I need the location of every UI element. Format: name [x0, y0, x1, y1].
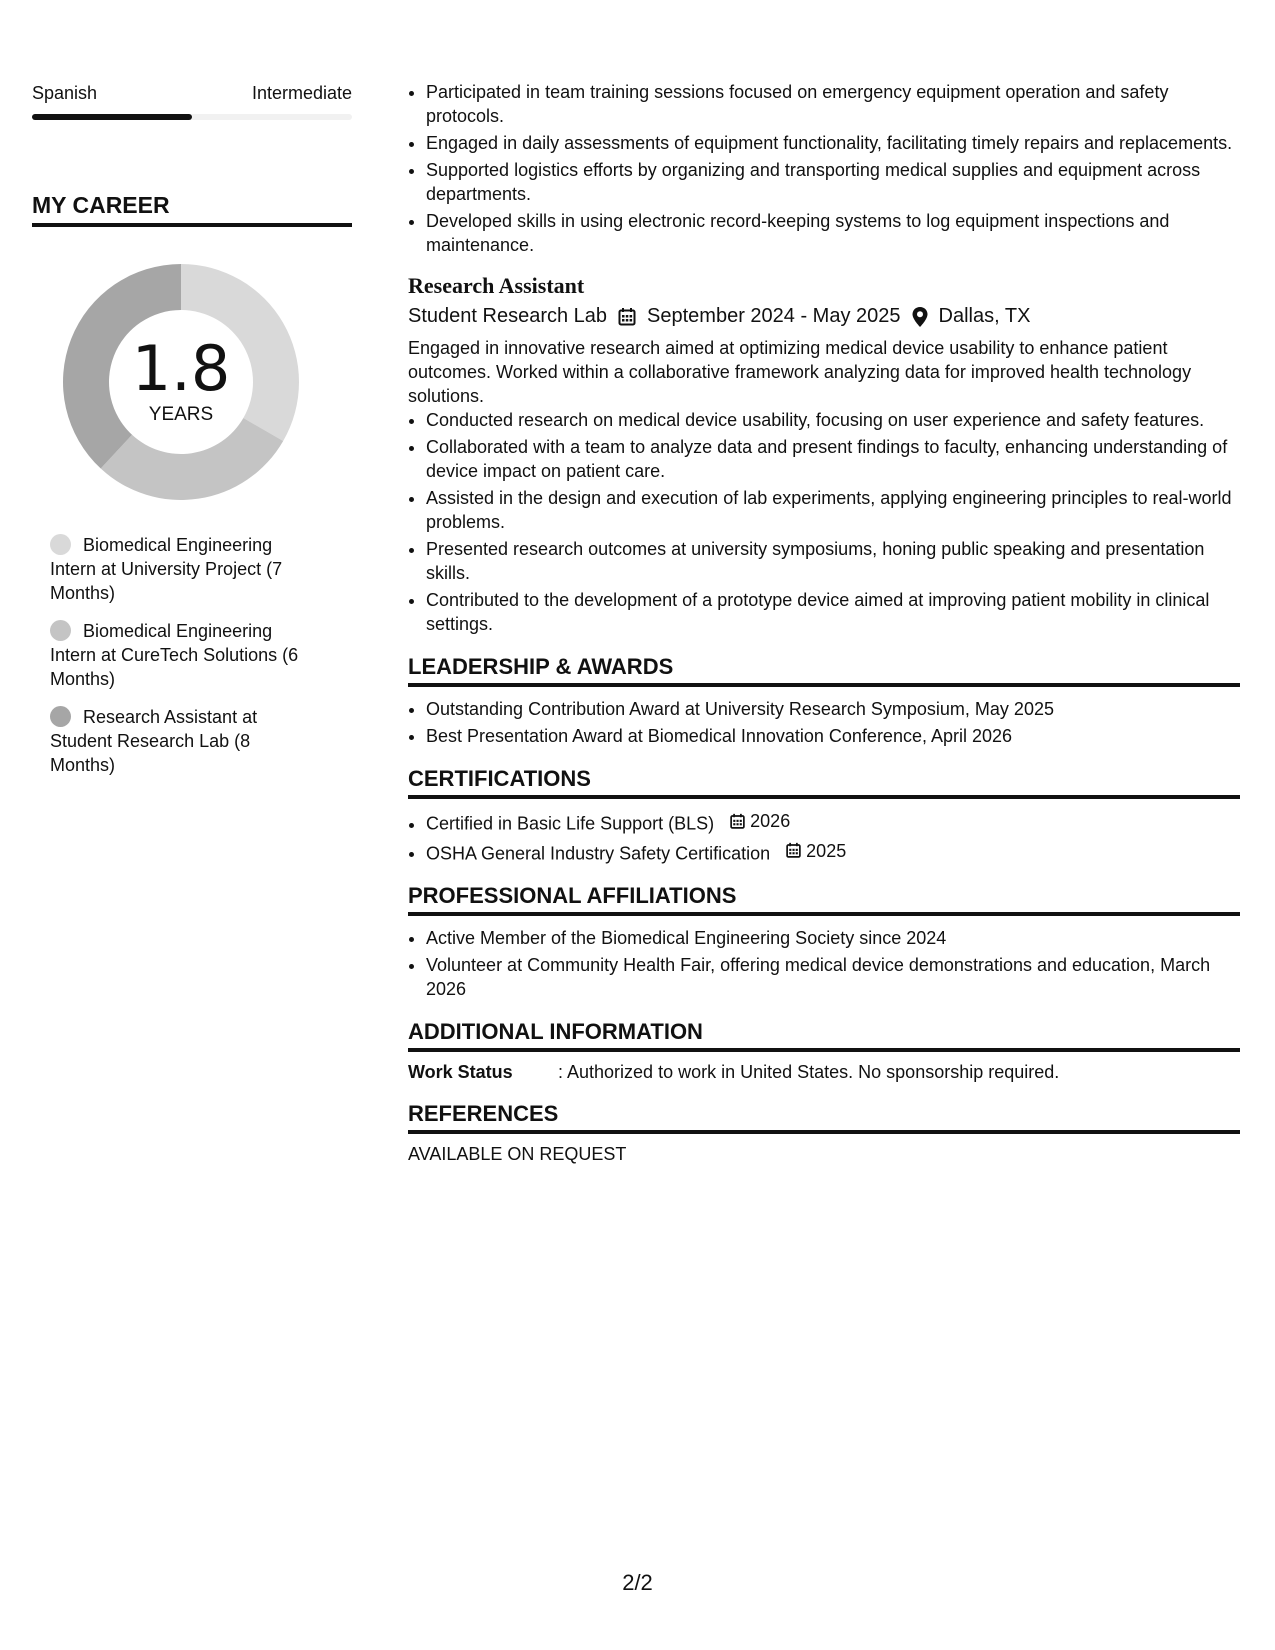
career-legend: [50, 533, 320, 777]
right-column: [408, 80, 1240, 1165]
work-status-label: Work Status: [408, 1062, 513, 1082]
list-item: • Engaged in daily assessments of equipment functionality, facilitating timely repairs and replacements.: [426, 131, 1240, 155]
language-name: Spanish: [32, 83, 98, 103]
calendar-icon: [785, 842, 802, 859]
list-item: • Conducted research on medical device usability, focusing on user experience and safety features.: [426, 408, 1240, 432]
legend-label: Research Assistant at Student Research Lab (8 Months): [50, 707, 258, 775]
job-dates: September 2024 - May 2025: [647, 305, 901, 327]
list-item: • Best Presentation Award at Biomedical Innovation Conference, April 2026: [426, 724, 1240, 748]
list-item: [426, 809, 1240, 836]
legend-item: [50, 705, 320, 777]
map-pin-icon: [911, 306, 929, 328]
legend-swatch: [50, 534, 71, 555]
work-status-row: [408, 1062, 1240, 1083]
legend-label: Biomedical Engineering Intern at CureTech Solutions (6 Months): [50, 621, 299, 689]
donut-center: [56, 257, 306, 507]
language-level: Intermediate: [251, 83, 352, 103]
cert-name: Certified in Basic Life Support (BLS): [426, 813, 715, 834]
certifications-title: CERTIFICATIONS: [408, 766, 1240, 799]
cert-year-wrap: [729, 809, 790, 833]
references-text: AVAILABLE ON REQUEST: [408, 1144, 627, 1164]
leadership-title: LEADERSHIP & AWARDS: [408, 654, 1240, 687]
list-item: • Supported logistics efforts by organizing and transporting medical supplies and equipment across departments.: [426, 158, 1240, 206]
job-location: Dallas, TX: [938, 305, 1031, 327]
legend-swatch: [50, 620, 71, 641]
left-column: [32, 80, 352, 791]
job-description: Engaged in innovative research aimed at optimizing medical device usability to enhance patient outcomes. Worked within a collaborative framework analyzing data for improved health technology solutions.: [408, 338, 1192, 406]
list-item: [426, 839, 1240, 866]
cert-year-wrap: [785, 839, 846, 863]
language-proficiency-bar: [32, 114, 352, 120]
certifications-list: [408, 809, 1240, 865]
affiliations-title: PROFESSIONAL AFFILIATIONS: [408, 883, 1240, 916]
cert-year: 2025: [806, 840, 847, 861]
references-title: REFERENCES: [408, 1101, 1240, 1134]
legend-swatch: [50, 706, 71, 727]
list-item: • Outstanding Contribution Award at University Research Symposium, May 2025: [426, 697, 1240, 721]
cert-year: 2026: [750, 811, 791, 831]
language-row: [32, 80, 352, 106]
job-bullets: [408, 408, 1240, 636]
job-meta: [408, 305, 1240, 328]
legend-label: Biomedical Engineering Intern at University Project (7 Months): [50, 535, 283, 603]
legend-item: [50, 533, 320, 605]
affiliations-list: [408, 926, 1240, 1001]
previous-job-bullets: [408, 80, 1240, 257]
list-item: • Active Member of the Biomedical Engineering Society since 2024: [426, 926, 1240, 950]
job-org: Student Research Lab: [408, 305, 608, 327]
career-donut-chart: [56, 257, 306, 507]
career-total-unit: YEARS: [148, 404, 214, 425]
calendar-icon: [729, 813, 746, 830]
page-number: 2/2: [622, 1570, 653, 1595]
leadership-list: [408, 697, 1240, 748]
legend-item: [50, 619, 320, 691]
career-total-value: 1.8: [131, 332, 231, 405]
career-title: MY CAREER: [32, 192, 352, 227]
list-item: • Presented research outcomes at university symposiums, honing public speaking and presentation skills.: [426, 537, 1240, 585]
list-item: • Participated in team training sessions focused on emergency equipment operation and safety protocols.: [426, 80, 1240, 128]
language-proficiency-fill: [32, 114, 192, 120]
list-item: • Collaborated with a team to analyze data and present findings to faculty, enhancing understanding of device impact on patient care.: [426, 435, 1240, 483]
job-title: Research Assistant: [408, 273, 585, 298]
calendar-icon: [617, 307, 637, 327]
additional-info-title: ADDITIONAL INFORMATION: [408, 1019, 1240, 1052]
list-item: • Assisted in the design and execution of lab experiments, applying engineering principles to real-world problems.: [426, 486, 1240, 534]
list-item: • Contributed to the development of a prototype device aimed at improving patient mobility in clinical settings.: [426, 588, 1240, 636]
list-item: • Volunteer at Community Health Fair, offering medical device demonstrations and education, March 2026: [426, 953, 1240, 1001]
cert-name: OSHA General Industry Safety Certification: [426, 843, 771, 863]
list-item: • Developed skills in using electronic record-keeping systems to log equipment inspections and maintenance.: [426, 209, 1240, 257]
work-status-value: : Authorized to work in United States. No sponsorship required.: [558, 1062, 1060, 1082]
